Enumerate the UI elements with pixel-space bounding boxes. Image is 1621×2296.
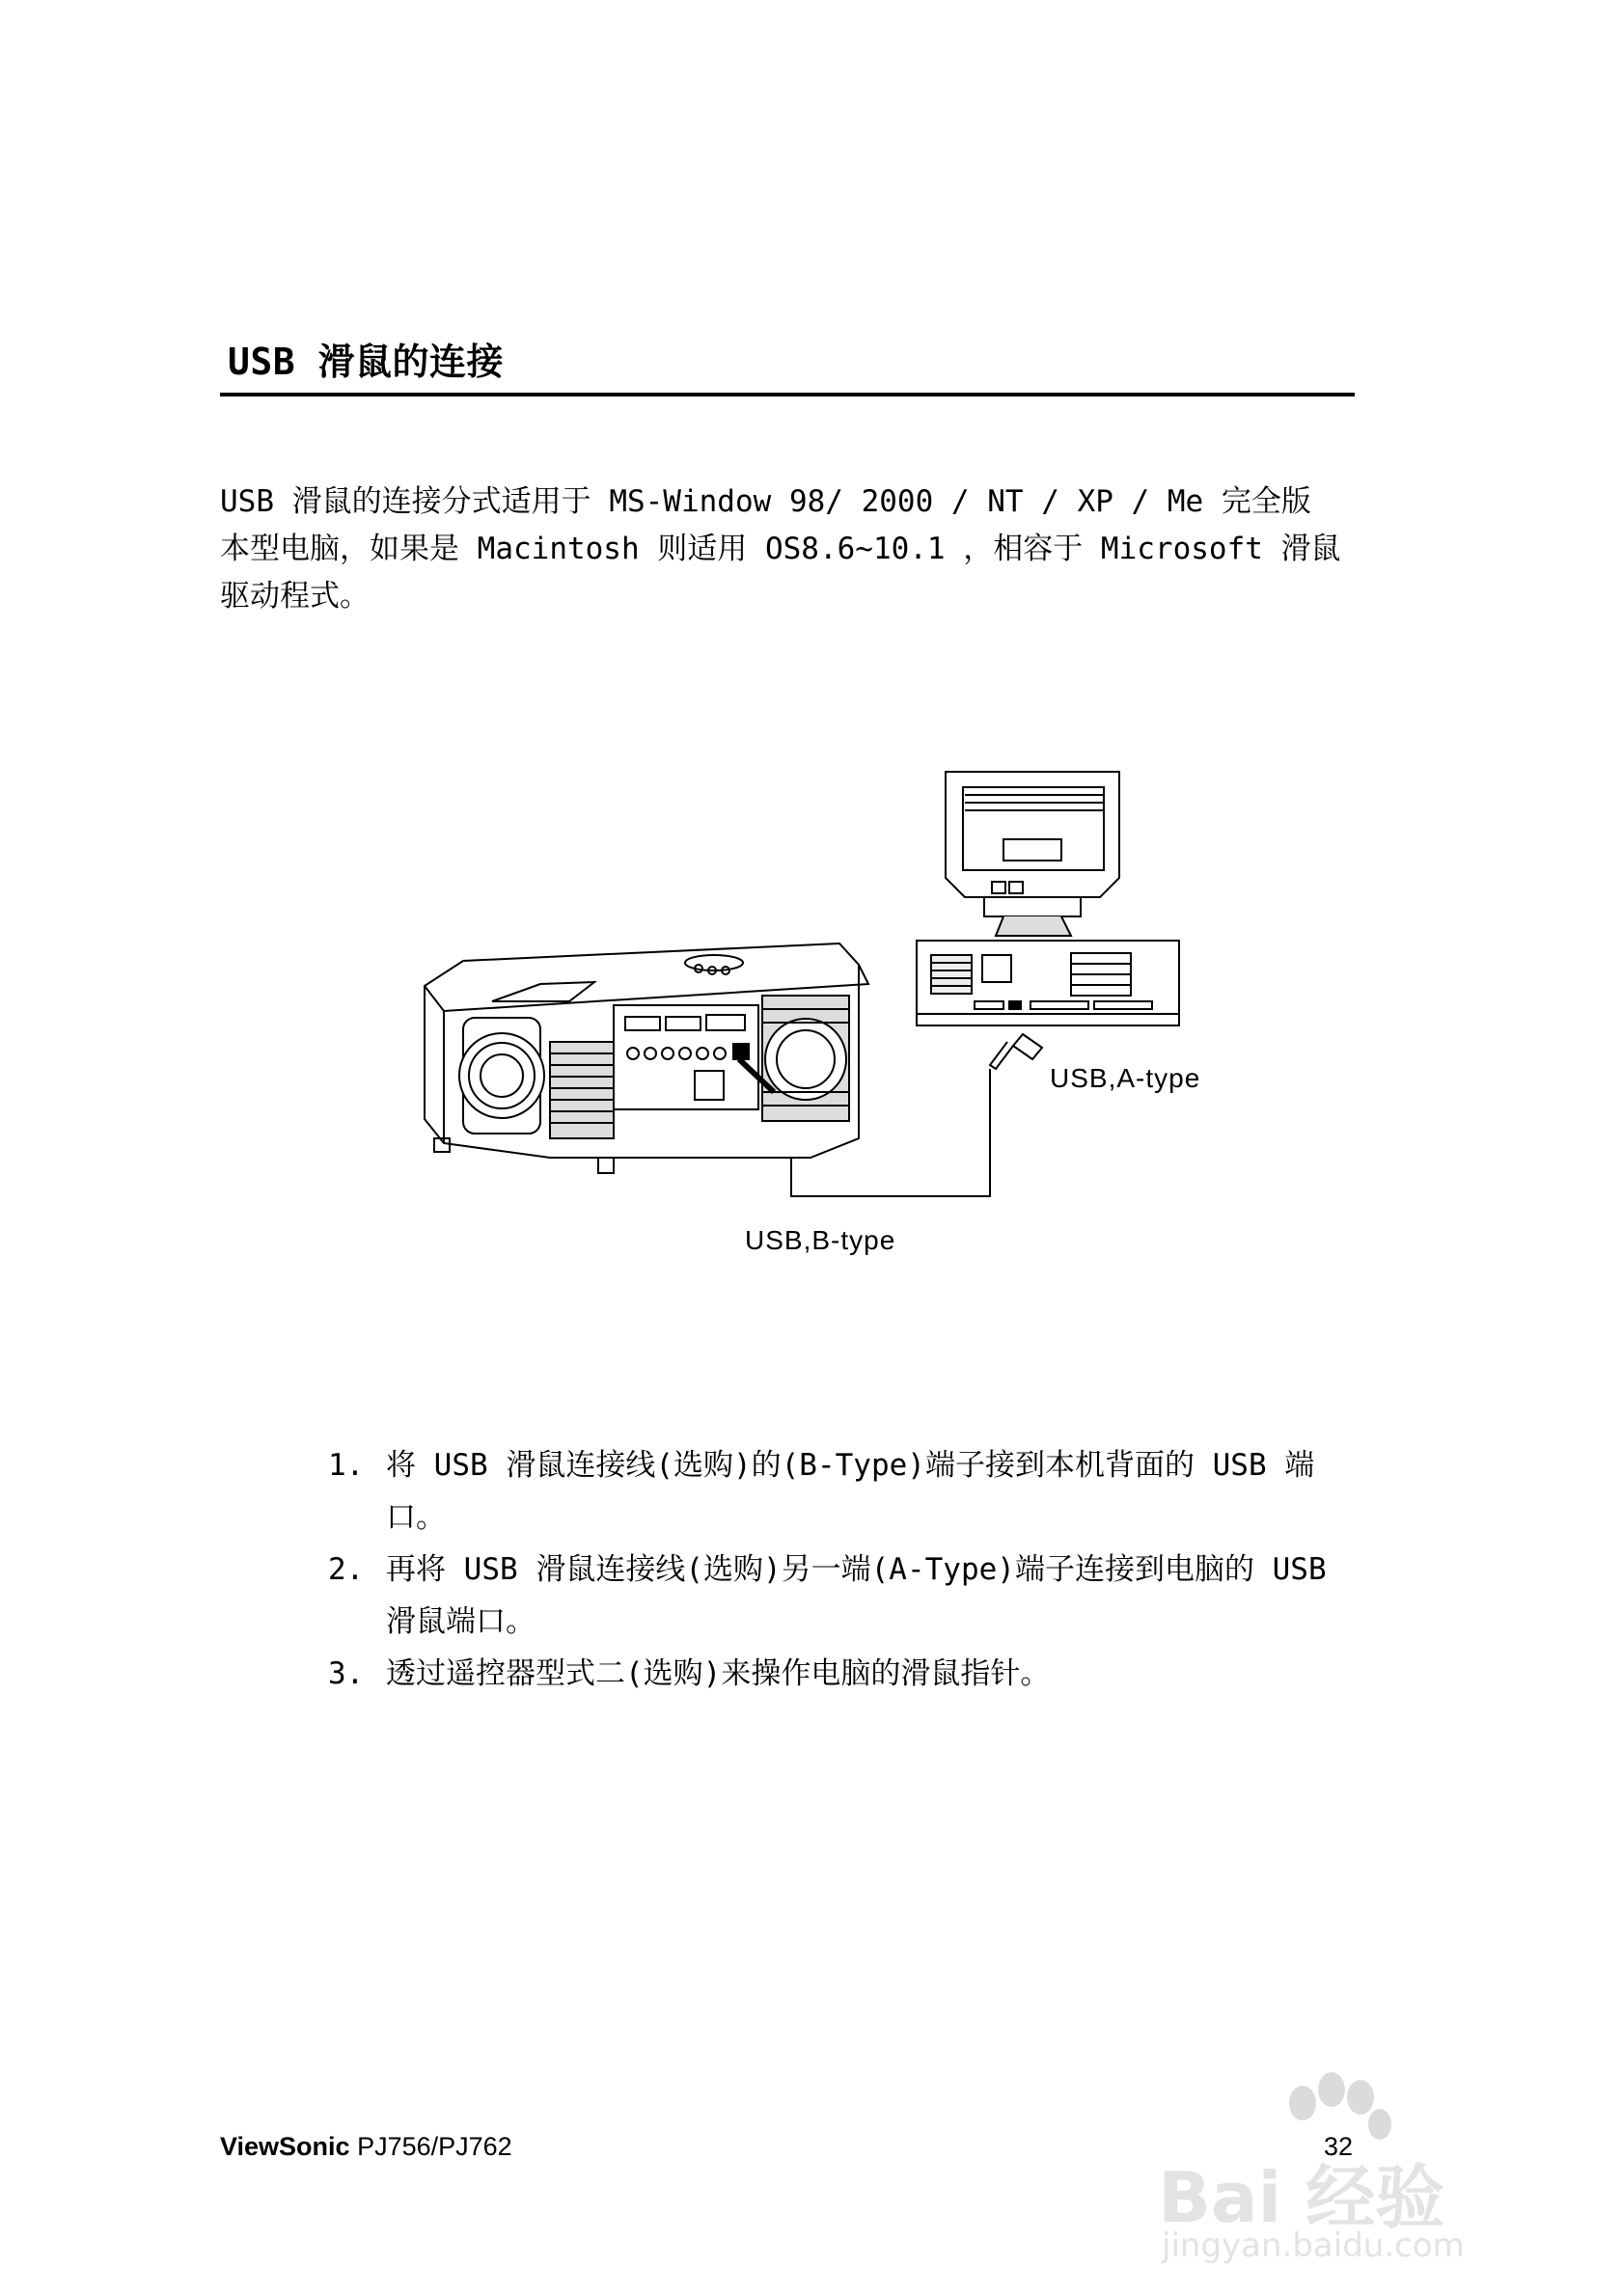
computer-case-icon xyxy=(917,941,1179,1025)
connection-diagram xyxy=(405,752,1274,1293)
step-text: 将 USB 滑鼠连接线(选购)的(B-Type)端子接到本机背面的 USB 端口。 xyxy=(386,1448,1315,1535)
section-title: USB 滑鼠的连接 xyxy=(228,341,505,383)
list-item xyxy=(328,1648,1360,1700)
intro-line: USB 滑鼠的连接分式适用于 MS-Window 98/ 2000 / NT / XP / Me 完全版 xyxy=(220,484,1311,519)
title-divider xyxy=(220,393,1355,396)
baidu-watermark-logo xyxy=(1148,2064,1553,2267)
step-number: 2. xyxy=(328,1552,365,1587)
projector-icon xyxy=(425,943,868,1173)
step-number: 1. xyxy=(328,1448,365,1483)
page-number: 32 xyxy=(1324,2132,1354,2161)
step-text: 再将 USB 滑鼠连接线(选购)另一端(A-Type)端子连接到电脑的 USB 滑鼠端口。 xyxy=(386,1552,1327,1639)
footer-brand xyxy=(220,2132,512,2162)
steps-list xyxy=(328,1439,1360,1700)
watermark-logo-text: Bai 经验 xyxy=(1158,2157,1445,2238)
computer-monitor-icon xyxy=(946,772,1119,936)
list-item xyxy=(328,1544,1360,1648)
brand-name: ViewSonic xyxy=(220,2132,350,2161)
intro-paragraph xyxy=(220,478,1359,620)
list-item xyxy=(328,1439,1360,1544)
step-number: 3. xyxy=(328,1656,365,1691)
diagram-illustration xyxy=(405,752,1274,1293)
step-text: 透过遥控器型式二(选购)来操作电脑的滑鼠指针。 xyxy=(386,1656,1051,1691)
model-name: PJ756/PJ762 xyxy=(357,2132,512,2161)
usb-a-plug-icon xyxy=(990,1034,1042,1069)
watermark-url: jingyan.baidu.com xyxy=(1162,2227,1465,2265)
usb-a-type-label: USB,A-type xyxy=(1050,1063,1201,1093)
intro-line: 驱动程式。 xyxy=(220,579,370,614)
usb-b-type-label: USB,B-type xyxy=(745,1225,896,1255)
intro-line: 本型电脑，如果是 Macintosh 则适用 OS8.6~10.1 ，相容于 Microsoft 滑鼠 xyxy=(220,532,1341,566)
